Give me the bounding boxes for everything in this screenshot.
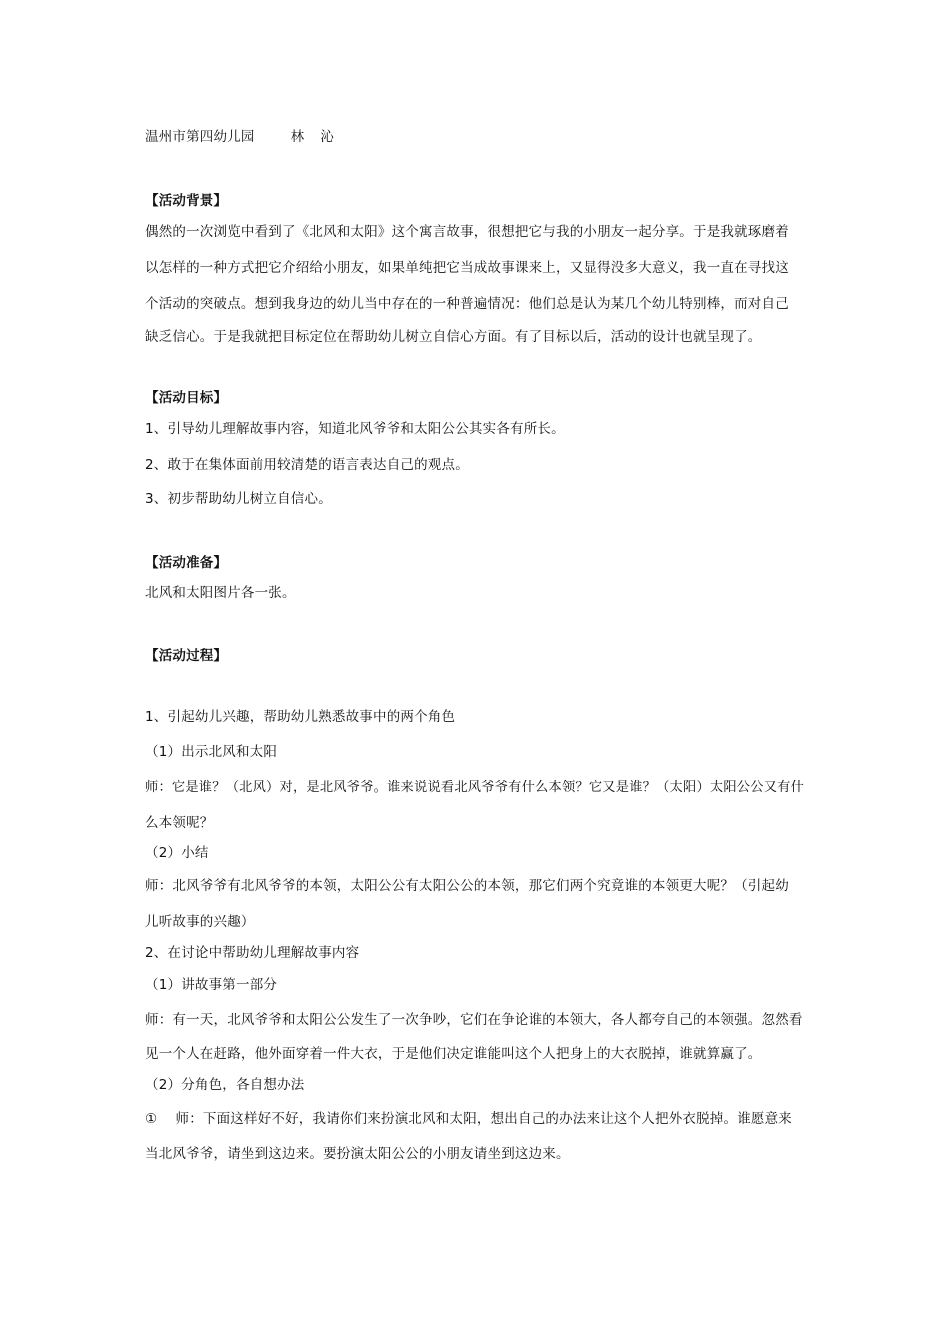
process-line: （1）出示北风和太阳 [145,744,278,760]
author-name-first: 林 [290,129,305,145]
goal-item: 3、初步帮助幼儿树立自信心。 [145,491,332,507]
background-line: 以怎样的一种方式把它介绍给小朋友，如果单纯把它当成故事课来上，又显得没多大意义，我一直在寻找这 [145,260,789,276]
process-line: 师：有一天，北风爷爷和太阳公公发生了一次争吵，它们在争论谁的本领大，各人都夸自己的本领强。忽然看 [145,1012,803,1028]
process-line: 师：它是谁？（北风）对，是北风爷爷。谁来说说看北风爷爷有什么本领？它又是谁？（太阳）太阳公公又有什 [145,780,805,795]
process-line: ① 师：下面这样好不好，我请你们来扮演北风和太阳，想出自己的办法来让这个人把外衣脱掉。谁愿意来 [145,1111,792,1127]
process-line: 当北风爷爷，请坐到这边来。要扮演太阳公公的小朋友请坐到这边来。 [145,1146,570,1162]
background-line: 偶然的一次浏览中看到了《北风和太阳》这个寓言故事，很想把它与我的小朋友一起分享。于是我就琢磨着 [145,224,789,240]
preparation-heading: 【活动准备】 [145,555,228,571]
background-heading: 【活动背景】 [145,193,228,209]
process-line: 见一个人在赶路，他外面穿着一件大衣，于是他们决定谁能叫这个人把身上的大衣脱掉，谁就算赢了。 [145,1046,762,1062]
preparation-text: 北风和太阳图片各一张。 [145,585,296,601]
background-line: 缺乏信心。于是我就把目标定位在帮助幼儿树立自信心方面。有了目标以后，活动的设计也就呈现了。 [145,329,762,345]
goal-item: 2、敢于在集体面前用较清楚的语言表达自己的观点。 [145,457,469,473]
process-line: （2）分角色，各自想办法 [145,1077,305,1093]
school-name: 温州市第四幼儿园 [145,129,255,145]
author-line [145,128,810,146]
process-line: 儿听故事的兴趣） [145,914,255,930]
background-line: 个活动的突破点。想到我身边的幼儿当中存在的一种普遍情况：他们总是认为某几个幼儿特别棒，而对自己 [145,296,789,312]
goals-heading: 【活动目标】 [145,390,228,406]
process-line: 1、引起幼儿兴趣，帮助幼儿熟悉故事中的两个角色 [145,709,456,725]
process-line: （1）讲故事第一部分 [145,977,278,993]
process-line: 师：北风爷爷有北风爷爷的本领，太阳公公有太阳公公的本领，那它们两个究竟谁的本领更大呢？（引起幼 [145,878,789,894]
process-line: 2、在讨论中帮助幼儿理解故事内容 [145,945,360,961]
process-line: （2）小结 [145,845,209,861]
author-name-second: 沁 [320,129,335,145]
process-heading: 【活动过程】 [145,648,228,664]
process-line: 么本领呢？ [145,815,214,831]
goal-item: 1、引导幼儿理解故事内容，知道北风爷爷和太阳公公其实各有所长。 [145,421,565,437]
